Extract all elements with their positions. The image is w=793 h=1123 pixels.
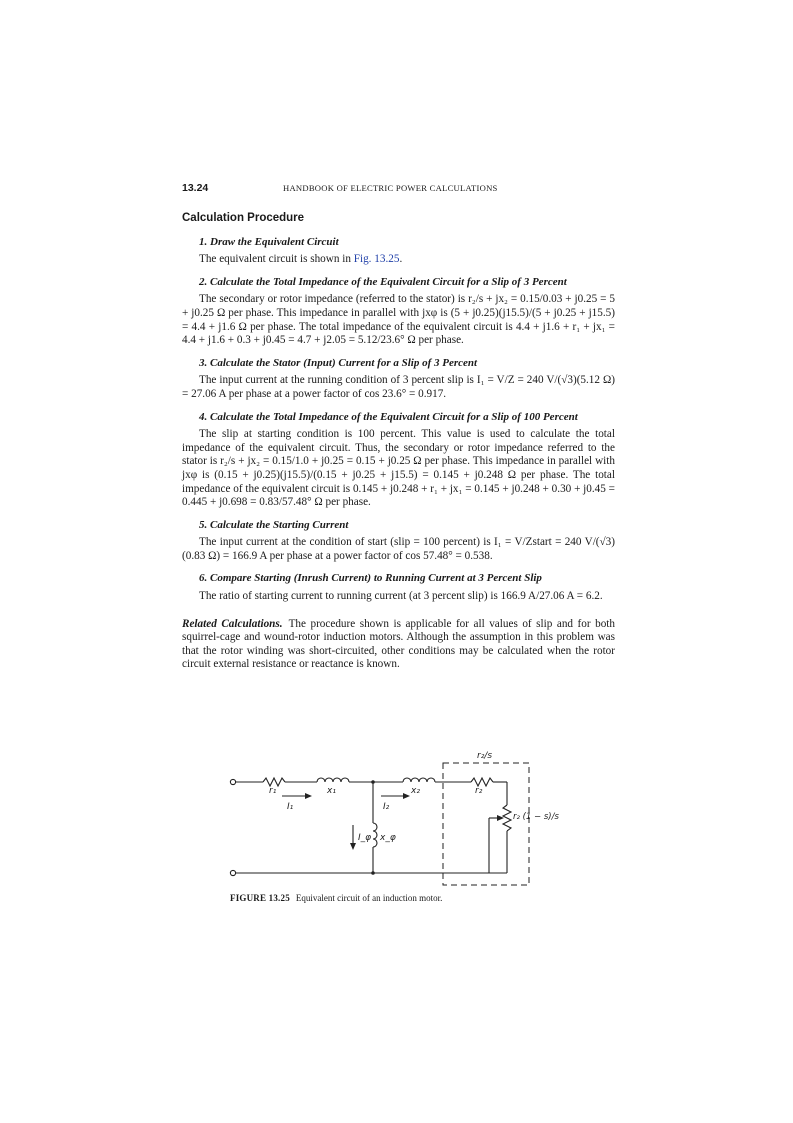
i-phi-label: I_φ xyxy=(358,833,372,843)
step-body-prefix: The equivalent circuit is shown in xyxy=(199,253,354,266)
x1-inductor xyxy=(317,778,349,782)
step-title: 2. Calculate the Total Impedance of the Equivalent Circuit for a Slip of 3 Percent xyxy=(199,275,567,288)
r2-label: r₂ xyxy=(475,786,483,796)
section-title: Calculation Procedure xyxy=(182,212,305,224)
related-body: The procedure shown is applicable for all values of slip and for both squirrel-cage and wound-rotor induction motors. Although the assumption in this problem was that the rotor winding was short-circuited, other conditions may be calculated when the rotor circuit external resistance or reactance is known. xyxy=(182,617,615,671)
step-title: 6. Compare Starting (Inrush Current) to Running Current at 3 Percent Slip xyxy=(199,572,542,585)
figure-link[interactable]: Fig. 13.25 xyxy=(353,253,400,266)
i2-label: I₂ xyxy=(383,802,390,812)
related-label: Related Calculations. xyxy=(182,617,283,630)
x2-label: x₂ xyxy=(411,786,420,796)
load-label: r₂ (1 − s)/s xyxy=(513,812,559,822)
x-phi-inductor xyxy=(373,823,377,847)
x-phi-label: x_φ xyxy=(380,833,396,843)
step-title: 5. Calculate the Starting Current xyxy=(199,518,349,531)
r1-resistor xyxy=(263,778,285,786)
step-title: 3. Calculate the Stator (Input) Current for a Slip of 3 Percent xyxy=(199,356,478,369)
x2-inductor xyxy=(403,778,435,782)
rotor-box xyxy=(443,763,529,885)
equivalent-circuit-diagram xyxy=(225,745,559,895)
step-body: The input current at the condition of start (slip = 100 percent) is I₁ = V/Zstart = 240 V/(√3)(0.83 Ω) = 166.9 A per phase at a power factor of cos 57.48° = 0.538. xyxy=(182,536,615,562)
terminal-top xyxy=(230,779,235,784)
page-number: 13.24 xyxy=(182,182,209,194)
step-title: 4. Calculate the Total Impedance of the Equivalent Circuit for a Slip of 100 Percent xyxy=(199,410,578,423)
step-body: The secondary or rotor impedance (referred to the stator) is r₂/s + jx₂ = 0.15/0.03 + j0.25 = 5 + j0.25 Ω per phase. This impedance in parallel with jxφ is (5 + j0.25)(j15.5)/(5 + j0.25 + j15.5) = 4.4 + j1.6 Ω per phase. The total impedance of the equivalent circuit is 4.4 + j1.6 + r₁ + jx₁ = 4.4 + j1.6 + 0.3 + j0.45 = 4.7 + j2.05 = 5.12/23.6° Ω per phase. xyxy=(182,293,615,347)
step-body: The input current at the running condition of 3 percent slip is I₁ = V/Z = 240 V/(√3)(5.12 Ω) = 27.06 A per phase at a power factor of cos 23.6° = 0.917. xyxy=(182,374,615,400)
figure-caption xyxy=(230,893,442,903)
step-body-suffix: . xyxy=(399,253,403,266)
r2-over-s-label: r₂/s xyxy=(477,751,493,761)
caption-label: FIGURE 13.25 xyxy=(230,893,290,903)
step-title: 1. Draw the Equivalent Circuit xyxy=(199,235,339,248)
x1-label: x₁ xyxy=(327,786,336,796)
step-body: The ratio of starting current to running current (at 3 percent slip) is 166.9 A/27.06 A = 6.2. xyxy=(199,590,603,603)
step-body: The slip at starting condition is 100 percent. This value is used to calculate the total impedance of the equivalent circuit. Thus, the secondary or rotor impedance referred to the stator is r₂/s + jx₂ = 0.15/1.0 + j0.25 = 0.15 + j0.25 Ω per phase. This impedance in parallel with jxφ is (0.15 + j0.25)(j15.5)/(0.15 + j0.25 + j15.5) = 0.145 + j0.248 Ω per phase. The total impedance of the equivalent circuit is 0.145 + j0.248 + r₁ + jx₁ = 0.145 + j0.248 + 0.30 + j0.45 = 0.445 + j0.698 = 0.83/57.48° Ω per phase. xyxy=(182,428,615,509)
load-resistor xyxy=(503,805,511,831)
terminal-bottom xyxy=(230,870,235,875)
running-head: HANDBOOK OF ELECTRIC POWER CALCULATIONS xyxy=(283,183,498,193)
page-header xyxy=(182,182,615,196)
related-calculations xyxy=(182,618,615,672)
r1-label: r₁ xyxy=(269,786,277,796)
caption-text: Equivalent circuit of an induction motor. xyxy=(295,893,443,903)
main-content xyxy=(182,212,615,682)
r2-resistor xyxy=(471,778,493,786)
i1-label: I₁ xyxy=(287,802,294,812)
step-body xyxy=(182,253,615,267)
